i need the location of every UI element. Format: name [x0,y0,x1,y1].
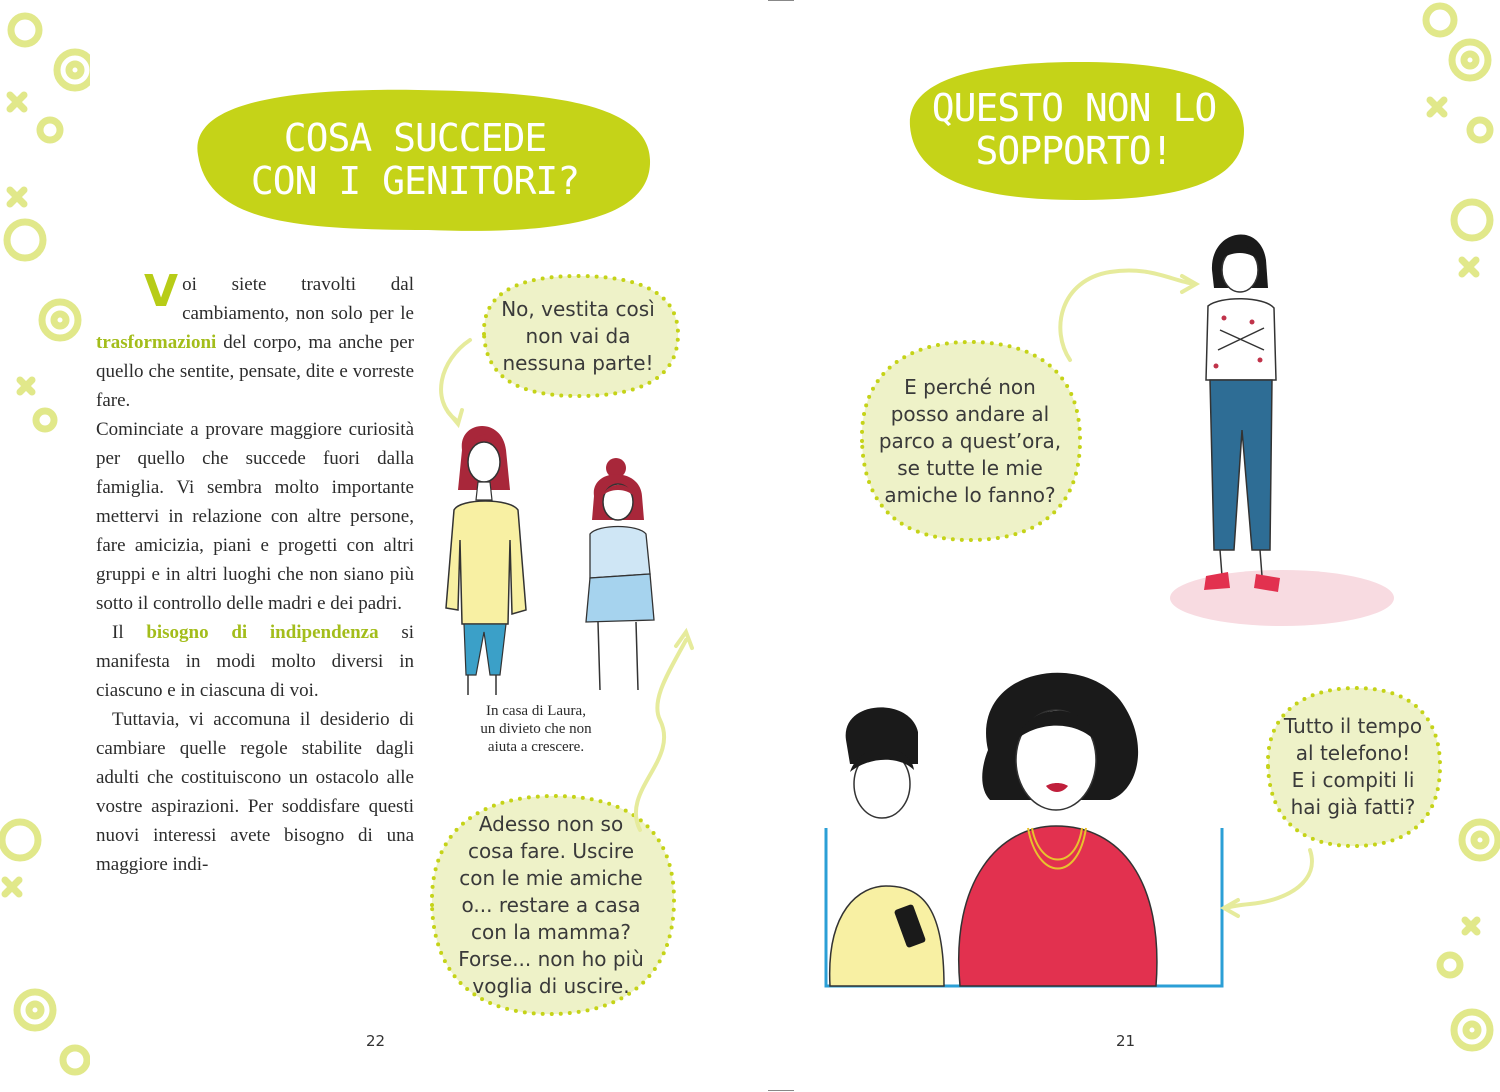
crop-mark [768,0,794,1]
right-page [750,0,1500,1092]
title-banner [178,80,652,240]
title-line-1: COSA SUCCEDE [283,116,547,161]
bubble-line: amiche lo fanno? [884,482,1056,507]
body-text [96,266,414,879]
title-line-1: QUESTO NON LO [931,86,1217,131]
page-title [900,56,1248,204]
page-number: 21 [1116,1032,1136,1050]
speech-bubble-daughter-text [420,790,682,1020]
paragraph-2: Cominciate a provare maggiore curiosità per quello che succede fuori dalla famiglia. Vi sembra molto importante mettervi in relazione con altre persone, fare amicizia, piani e progetti con altri gruppi e in altri luoghi che non siano più sotto il controllo delle madri e dei padri. [96,419,414,614]
bubble-line: Tutto il tempo [1283,714,1423,738]
speech-bubble-mother [474,272,682,400]
speech-bubble-girl-text [852,336,1088,546]
title-line-2: CON I GENITORI? [250,159,580,203]
bubble-line: con la mamma? [470,919,631,944]
bubble-line: voglia di uscire. [472,973,630,998]
bubble-line: nessuna parte! [502,350,654,375]
caption-line: un divieto che non [480,721,592,737]
paragraph-3-text-a: Il [112,622,147,643]
bubble-line: Adesso non so [478,811,624,836]
mother-and-daughter-illustration [440,410,680,700]
highlight-bisogno-di-indipendenza: bisogno di indipendenza [146,622,379,643]
speech-bubble-girl [852,336,1088,546]
boy-and-mother-illustration [820,660,1230,996]
title-banner [900,56,1248,204]
title-line-2: SOPPORTO! [975,129,1173,173]
speech-bubble-mother-phone [1260,682,1446,852]
bubble-line: hai già fatti? [1290,795,1416,819]
bubble-line: posso andare al [890,401,1050,426]
caption-line: aiuta a crescere. [487,739,585,755]
page-number: 22 [366,1032,386,1050]
paragraph-3 [96,618,414,705]
bubble-line: Forse... non ho più [458,946,644,971]
decorative-symbols-border [0,0,90,1092]
crop-mark [768,1090,794,1091]
caption-line: In casa di Laura, [486,703,586,719]
highlight-trasformazioni: trasformazioni [96,332,217,353]
speech-bubble-mother-phone-text [1260,682,1446,852]
paragraph-4: Tuttavia, vi accomuna il desiderio di cambiare quelle regole stabilite dagli adulti che costituiscono un ostacolo alle vostre aspirazioni. Per soddisfare questi nuovi interessi avete bisogno di una maggiore indi- [96,709,414,875]
bubble-line: cosa fare. Uscire [467,838,635,863]
bubble-line: con le mie amiche [459,865,643,890]
bubble-line: al telefono! [1295,741,1411,765]
bubble-line: non vai da [525,323,631,348]
standing-girl-illustration [1160,210,1400,630]
paragraph-1 [96,266,414,415]
paragraph-3-text-b: si manifesta in modi molto diversi in ciascuno e in ciascuna di voi. [96,622,414,701]
bubble-line: E perché non [904,374,1036,399]
speech-bubble-mother-text [474,272,682,400]
bubble-line: No, vestita così [501,296,655,321]
paragraph-1-text-b: del corpo, ma anche per quello che sentite, pensate, dite e vorreste fare. [96,332,414,411]
page-title [178,80,652,240]
decorative-symbols-border [1410,0,1500,1092]
bubble-line: parco a quest’ora, [878,428,1062,453]
illustration-caption [452,702,620,756]
paragraph-1-text-a: oi siete travolti dal cambiamento, non solo per le [182,274,414,324]
drop-cap: V [144,266,179,317]
bubble-line: se tutte le mie [897,455,1043,480]
speech-bubble-daughter [420,790,682,1020]
bubble-line: o... restare a casa [461,892,641,917]
bubble-line: E i compiti li [1291,768,1415,792]
